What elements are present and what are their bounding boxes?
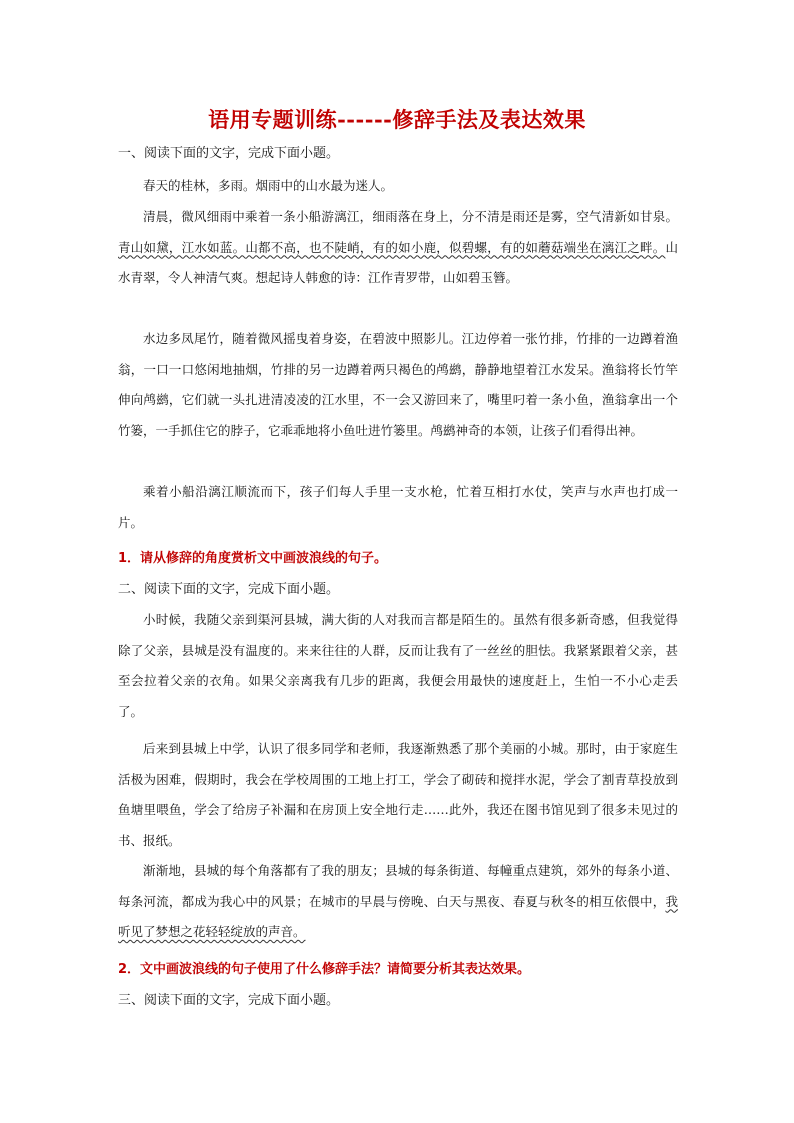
section2-heading: 二、阅读下面的文字，完成下面小题。 [118, 582, 340, 597]
section1-paragraph-3: 水边多凤尾竹，随着微风摇曳着身姿，在碧波中照影儿。江边停着一张竹排，竹排的一边蹲着渔翁，一口一口悠闲地抽烟，竹排的另一边蹲着两只褐色的鸬鹚，静静地望着江水发呆。渔翁将长竹竿伸向鸬鹚，它们就一头扎进清凌凌的江水里，不一会又游回来了，嘴里叼着一条小鱼，渔翁拿出一个竹篓，一手抓住它的脖子，它乖乖地将小鱼吐进竹篓里。鸬鹚神奇的本领，让孩子们看得出神。 [118, 331, 678, 438]
section2-paragraph-3 [118, 856, 678, 948]
paragraph-text: 渐渐地，县城的每个角落都有了我的朋友；县城的每条街道、每幢重点建筑，郊外的每条小道、每条河流，都成为我心中的风景；在城市的早晨与傍晚、白天与黑夜、春夏与秋冬的相互依偎中， [118, 863, 678, 909]
section1-paragraph-2 [118, 202, 678, 294]
paragraph-text: 清晨，微风细雨中乘着一条小船游漓江，细雨落在身上，分不清是雨还是雾，空气清新如甘泉。 [143, 209, 678, 224]
section2-paragraph-2: 后来到县城上中学，认识了很多同学和老师，我逐渐熟悉了那个美丽的小城。那时，由于家庭生活极为困难，假期时，我会在学校周围的工地上打工，学会了砌砖和搅拌水泥，学会了割青草投放到鱼塘里喂鱼，学会了给房子补漏和在房顶上安全地行走……此外，我还在图书馆见到了很多未见过的书、报纸。 [118, 741, 678, 848]
section3-heading: 三、阅读下面的文字，完成下面小题。 [118, 993, 340, 1008]
paragraph-text: 山水青翠，令人神清气爽。想起诗人韩愈的诗：江作青罗带，山如碧玉簪。 [118, 239, 678, 286]
section1-paragraph-1: 春天的桂林，多雨。烟雨中的山水最为迷人。 [143, 178, 394, 193]
section1-heading: 一、阅读下面的文字，完成下面小题。 [118, 146, 340, 161]
wavy-underlined-sentence: 青山如黛，江水如蓝。山都不高，也不陡峭，有的如小鹿，似碧螺，有的如蘑菇端坐在漓江之畔。 [118, 239, 666, 255]
document-title: 语用专题训练------修辞手法及表达效果 [208, 107, 586, 132]
wavy-underlined-sentence: 我听见了梦想之花轻轻绽放的声音。 [118, 893, 678, 940]
section1-paragraph-4: 乘着小船沿漓江顺流而下，孩子们每人手里一支水枪，忙着互相打水仗，笑声与水声也打成一片。 [118, 484, 678, 530]
section2-paragraph-1: 小时候，我随父亲到渠河县城，满大街的人对我而言都是陌生的。虽然有很多新奇感，但我觉得除了父亲，县城是没有温度的。来来往往的人群，反而让我有了一丝丝的胆怯。我紧紧跟着父亲，甚至会拉着父亲的衣角。如果父亲离我有几步的距离，我便会用最快的速度赶上，生怕一不小心走丢了。 [118, 612, 678, 719]
question-1: 1．请从修辞的角度赏析文中画波浪线的句子。 [118, 551, 388, 566]
question-2: 2．文中画波浪线的句子使用了什么修辞手法？请简要分析其表达效果。 [118, 962, 531, 977]
